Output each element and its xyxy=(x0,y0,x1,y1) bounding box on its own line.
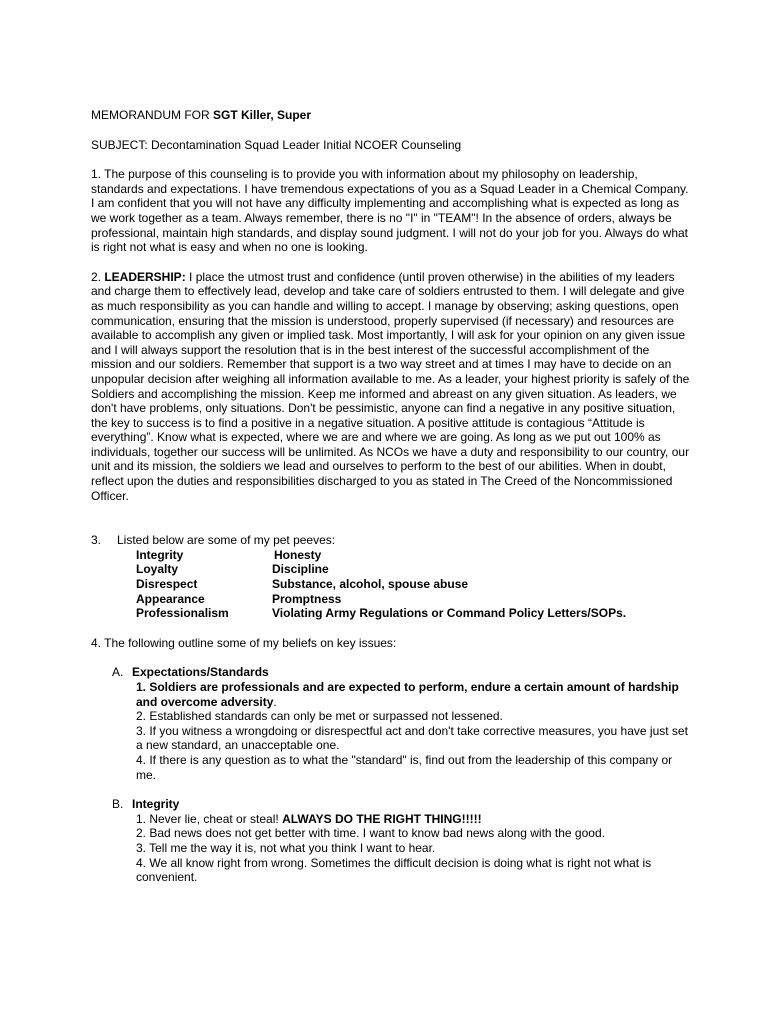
section-heading xyxy=(112,665,691,680)
list-item-emphasis: ALWAYS DO THE RIGHT THING!!!!! xyxy=(282,811,482,826)
leadership-text: I place the utmost trust and confidence (until proven otherwise) in the abilities of my leaders and charge them to effectively lead, develop and take care of soldiers entrusted to them. I will delegate and give as much responsibility as you can handle and willing to accept. I manage by observing; asking questions, open communication, ensuring that the mission is understood, properly supervised (if necessary) and resources are available to accomplish any given or implied task. Most importantly, I will ask for your opinion on any given issue and I will always support the resolution that is in the best interest of the successful accomplishment of the mission and our soldiers. Remember that support is a two way street and at times I may have to decide on an unpopular decision after weighing all information available to me. As a leader, your highest priority is safely of the Soldiers and accomplishing the mission. Keep me informed and abreast on any given situation. As leaders, we don't have problems, only situations. Don't be pessimistic, anyone can find a negative in any positive situation, the key to success is to find a positive in a negative situation. A positive attitude is contagious “Attitude is everything”. Know what is expected, where we are and where we are going. As long as we put out 100% as individuals, together our success will be unlimited. As NCOs we have a duty and responsibility to our country, our unit and its mission, the soldiers we lead and ourselves to perform to the best of our abilities. When in doubt, reflect upon the duties and responsibilities discharged to you as stated in The Creed of the Noncommissioned Officer. xyxy=(91,269,690,503)
pet-peeve-row xyxy=(91,606,691,621)
pet-peeve-row xyxy=(91,592,691,607)
list-item-end: . xyxy=(273,694,277,709)
list-item: 2. Established standards can only be met or surpassed not lessened. xyxy=(136,709,503,724)
pet-peeve-row xyxy=(91,548,691,563)
list-item xyxy=(136,680,691,709)
pet-peeve-row xyxy=(91,577,691,592)
section-letter: A. xyxy=(112,665,124,680)
list-item: 4. If there is any question as to what the "standard" is, find out from the leadership of this company or me. xyxy=(136,752,673,782)
list-item: 2. Bad news does not get better with time. I want to know bad news along with the good. xyxy=(136,826,605,841)
pet-peeve-right: Discipline xyxy=(272,562,329,577)
memorandum-for-prefix: MEMORANDUM FOR xyxy=(91,108,213,122)
list-item-text: 1. Never lie, cheat or steal! xyxy=(136,811,283,826)
section-expectations-standards xyxy=(112,665,691,782)
pet-peeve-right: Violating Army Regulations or Command Policy Letters/SOPs. xyxy=(272,606,627,621)
pet-peeves-section xyxy=(91,533,691,621)
pet-peeves-intro xyxy=(91,533,691,548)
subject-line: SUBJECT: Decontamination Squad Leader Initial NCOER Counseling xyxy=(91,137,462,152)
list-item-bold-text: 1. Soldiers are professionals and are expected to perform, endure a certain amount of hardship and overcome adversity xyxy=(136,680,679,709)
pet-peeve-right: Substance, alcohol, spouse abuse xyxy=(272,577,469,592)
section-integrity xyxy=(112,797,691,885)
paragraph-leadership xyxy=(91,270,691,504)
section-letter: B. xyxy=(112,797,124,812)
pet-peeve-right: Promptness xyxy=(272,591,342,606)
beliefs-intro: 4. The following outline some of my beliefs on key issues: xyxy=(91,635,397,650)
list-item: 4. We all know right from wrong. Sometimes the difficult decision is doing what is right not what is convenient. xyxy=(136,855,652,885)
paragraph-purpose: 1. The purpose of this counseling is to provide you with information about my philosophy on leadership, standards and expectations. I have tremendous expectations of you as a Squad Leader in a Chemical Company. I am confident that you will not have any difficulty implementing and accomplishing what is expected as long as we work together as a team. Always remember, there is no "I" in "TEAM"! In the absence of orders, always be professional, maintain high standards, and display sound judgment. I will not do your job for you. Always do what is right not what is easy and when no one is looking. xyxy=(91,167,689,255)
section-heading xyxy=(112,797,691,812)
pet-peeve-left: Loyalty xyxy=(136,562,179,577)
pet-peeve-left: Appearance xyxy=(136,591,205,606)
paragraph-number: 3. xyxy=(91,533,102,548)
paragraph-number: 2. xyxy=(91,269,105,284)
section-title: Integrity xyxy=(132,797,180,812)
memorandum-recipient: SGT Killer, Super xyxy=(213,108,312,122)
pet-peeve-row xyxy=(91,562,691,577)
section-title: Expectations/Standards xyxy=(132,665,269,680)
pet-peeve-left: Professionalism xyxy=(136,606,229,621)
memorandum-for-line xyxy=(91,108,691,123)
memorandum-page xyxy=(91,108,691,900)
list-item: 3. If you witness a wrongdoing or disrespectful act and don't take corrective measures, you have just set a new standard, an unacceptable one. xyxy=(136,723,688,753)
pet-peeve-left: Disrespect xyxy=(136,577,198,592)
pet-peeve-right: Honesty xyxy=(274,547,322,562)
pet-peeves-intro-text: Listed below are some of my pet peeves: xyxy=(117,533,336,548)
pet-peeve-left: Integrity xyxy=(136,547,184,562)
list-item: 3. Tell me the way it is, not what you think I want to hear. xyxy=(136,840,436,855)
leadership-heading: LEADERSHIP: xyxy=(104,269,186,284)
list-item xyxy=(136,812,691,827)
